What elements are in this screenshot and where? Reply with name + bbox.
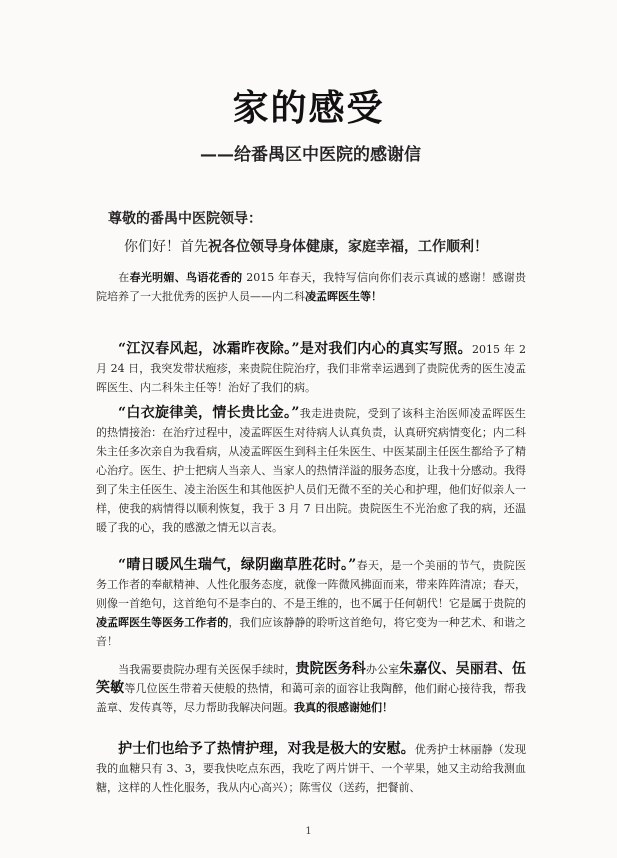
para3-text: 我走进贵院，受到了该科主治医师凌孟晖医生的热情接治：在治疗过程中，凌孟晖医生对待病人认真负责，认真研究病情变化；内二科朱主任多次亲自为我看病，从凌孟晖医生到科主任朱医生、中医某副主任医生都给予了精心治疗。医生、护士把病人当亲人、当家人的热情洋溢的服务态度，让我十分感动。我得到了朱主任医生、凌主治医生和其他医护人员们无微不至的关心和护理，他们好似亲人一样，使我的病情得以顺利恢复，我于 3 月 7 日出院。贵院医生不光治愈了我的病，还温暖了我的心，我的感激之情无以言表。 <box>96 407 527 534</box>
page-title: 家的感受 <box>232 88 385 129</box>
para1-bold1: 春光明媚、鸟语花香的 <box>129 271 243 284</box>
para6-lead: 护士们也给予了热情护理，对我是极大的安慰。 <box>118 741 415 757</box>
para5-text2: 办公室 <box>366 663 400 676</box>
page-subtitle: ——给番禺区中医院的感谢信 <box>200 145 421 165</box>
greeting-text: 你们好！首先 <box>124 239 208 255</box>
para4-text2: ，我们应该静静的聆听这首绝句，将它变为一种艺术、和谐之音！ <box>96 616 527 648</box>
para1-pre: 在 <box>118 271 130 284</box>
paragraph-4 <box>96 556 526 651</box>
paragraph-1 <box>96 268 526 306</box>
para1-mid: 2015 年春天，我特写信向你们表示真诚的感谢！感谢贵院培养了一大批优秀的医护人员——内二科 <box>96 271 526 303</box>
salutation: 尊敬的番禺中医院领导： <box>108 211 262 227</box>
para6-text: 优秀护士林丽静（发现我的血糖只有 3、3，要我快吃点东西，我吃了两片饼干、一个苹果，她又主动给我测血糖，这样的人性化服务，我从内心高兴）；陈雪仪（送药，把餐前、 <box>96 743 527 794</box>
para5-text1: 当我需要贵院办理有关医保手续时， <box>118 663 296 676</box>
para3-lead: “白衣旋律美，情长贵比金。” <box>118 405 300 421</box>
para5-bold3: 我真的很感谢她们！ <box>294 701 393 714</box>
para2-lead: “江汉春风起，冰霜昨夜除。”是对我们内心的真实写照。 <box>118 341 472 357</box>
paragraph-5 <box>96 660 526 717</box>
greeting-bold: 祝各位领导身体健康，家庭幸福，工作顺利！ <box>208 239 488 255</box>
paragraph-3 <box>96 404 526 537</box>
para1-bold2: 凌孟晖医生等！ <box>305 290 382 303</box>
para5-text3: 等几位医生带着天使般的热情，和蔼可亲的面容让我陶醉，他们耐心接待我，帮我盖章、发传真等，尽力帮助我解决问题。 <box>96 682 527 714</box>
greeting <box>124 236 488 256</box>
para4-bold: 凌孟晖医生等医务工作者的 <box>96 616 229 629</box>
paragraph-6 <box>96 740 526 797</box>
para5-bold2: 朱嘉仪、吴丽君、伍笑敏 <box>96 661 527 696</box>
page-number: 1 <box>305 826 312 837</box>
para4-text1: 春天，是一个美丽的节气，贵院医务工作者的奉献精神、人性化服务态度，就像一阵微风拂面而来，带来阵阵清凉；春天，则像一首绝句，这首绝句不是李白的、不是王维的，也不属于任何朝代！它是属于贵院的 <box>96 559 526 610</box>
paragraph-2 <box>96 340 526 397</box>
para4-lead: “晴日暖风生瑞气，绿阴幽草胜花时。” <box>118 557 357 573</box>
para5-bold1: 贵院医务科 <box>295 661 367 677</box>
para2-text: 2015 年 2 月 24 日，我突发带状疱疹，来贵院住院治疗，我们非常幸运遇到了贵院优秀的医生凌孟晖医生、内二科朱主任等！治好了我们的病。 <box>96 343 526 394</box>
